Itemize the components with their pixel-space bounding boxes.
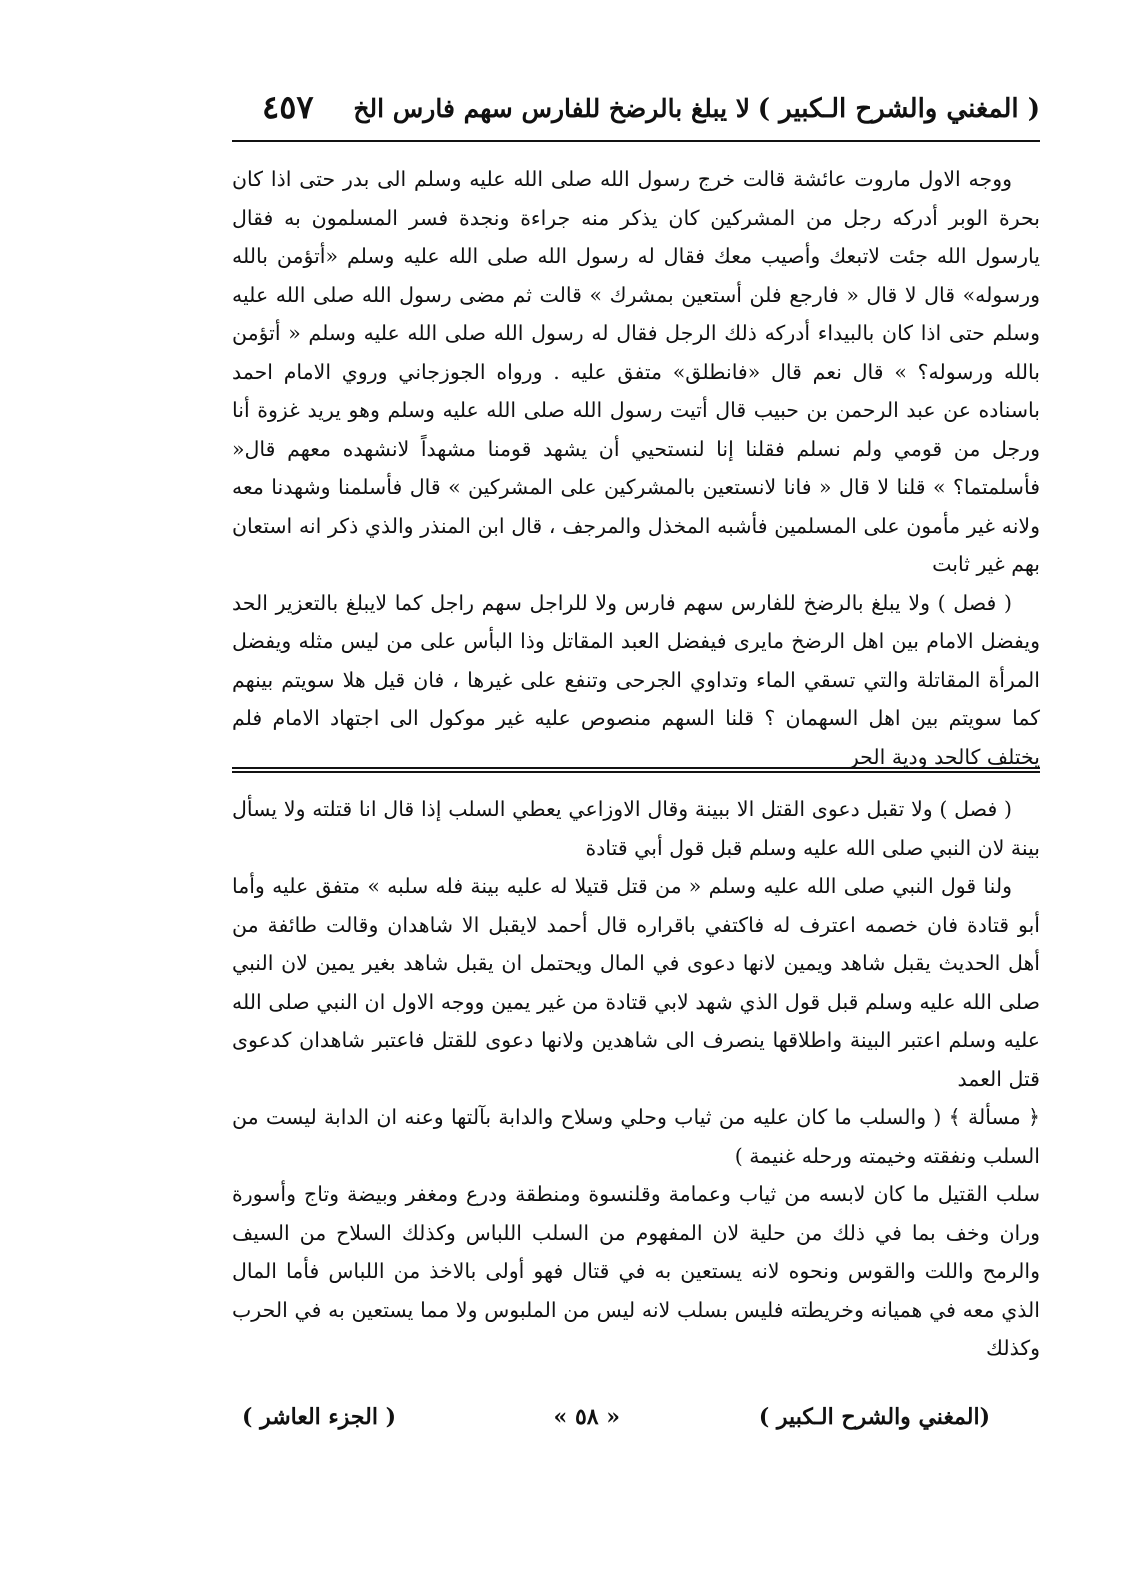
- commentary-paragraph: ( فصل ) ولا تقبل دعوى القتل الا ببينة وقال الاوزاعي يعطي السلب إذا قال انا قتلته ولا يسأل بينة لان النبي صلى الله عليه وسلم قبل قول أبي قتادة: [232, 797, 1040, 860]
- header-page-number: ٤٥٧: [262, 88, 314, 126]
- book-page: [232, 84, 1040, 1464]
- footer-book-title: (المغني والشرح الـكبير ): [758, 1404, 990, 1430]
- commentary-paragraph: ولنا قول النبي صلى الله عليه وسلم « من قتل قتيلا له عليه بينة فله سلبه » متفق عليه وأما أبو قتادة فان خصمه اعترف له فاكتفي باقراره قال أحمد لايقبل الا شاهدان وقالت طائفة من أهل الحديث يقبل شاهد ويمين لانها دعوى في المال ويحتمل ان يقبل شاهد بغير يمين لان النبي صلى الله عليه وسلم قبل قول الذي شهد لابي قتادة من غير يمين ووجه الاول ان النبي صلى الله عليه وسلم اعتبر البينة واطلاقها ينصرف الى شاهدين ولانها دعوى للقتل فاعتبر شاهدان كدعوى قتل العمد: [232, 874, 1040, 1091]
- page-footer: [232, 1404, 1040, 1444]
- header-chapter-title: لا يبلغ بالرضخ للفارس سهم فارس الخ: [353, 94, 750, 123]
- commentary-paragraph: ﴿ مسألة ﴾ ( والسلب ما كان عليه من ثياب وحلي وسلاح والدابة بآلتها وعنه ان الدابة ليست من السلب ونفقته وخيمته ورحله غنيمة ): [232, 1105, 1040, 1168]
- main-paragraph: ووجه الاول ماروت عائشة قالت خرج رسول الله صلى الله عليه وسلم الى بدر حتى اذا كان بحرة الوبر أدركه رجل من المشركين كان يذكر منه جراءة ونجدة فسر المسلمون به فقال يارسول الله جئت لاتبعك وأصيب معك فقال له رسول الله صلى الله عليه وسلم «أتؤمن بالله ورسوله» قال لا قال « فارجع فلن أستعين بمشرك » قالت ثم مضى رسول الله صلى الله عليه وسلم حتى اذا كان بالبيداء أدركه ذلك الرجل فقال له رسول الله صلى الله عليه وسلم « أتؤمن بالله ورسوله؟ » قال نعم قال «فانطلق» متفق عليه . ورواه الجوزجاني وروي الامام احمد باسناده عن عبد الرحمن بن حبيب قال أتيت رسول الله صلى الله عليه وسلم وهو يريد غزوة أنا ورجل من قومي ولم نسلم فقلنا إنا لنستحيي أن يشهد قومنا مشهداً لانشهده معهم قال« فأسلمتما؟ » قلنا لا قال « فانا لانستعين بالمشركين على المشركين » قال فأسلمنا وشهدنا معه ولانه غير مأمون على المسلمين فأشبه المخذل والمرجف ، قال ابن المنذر والذي ذكر انه استعان بهم غير ثابت: [232, 167, 1040, 576]
- footer-volume: ( الجزء العاشر ): [242, 1404, 396, 1430]
- main-paragraph: ( فصل ) ولا يبلغ بالرضخ للفارس سهم فارس ولا للراجل سهم راجل كما لايبلغ بالتعزير الحد ويفضل الامام بين اهل الرضخ مايرى فيفضل العبد المقاتل وذا البأس على من ليس مثله ويفضل المرأة المقاتلة والتي تسقي الماء وتداوي الجرحى وتنفع على غيرها ، فان قيل هلا سويتم بينهم كما سويتم بين اهل السهمان ؟ قلنا السهم منصوص عليه غير موكول الى اجتهاد الامام فلم يختلف كالحد ودية الحر: [232, 590, 1040, 769]
- header-book-title: ( المغني والشرح الـكبير ): [757, 94, 1040, 124]
- commentary-paragraph: سلب القتيل ما كان لابسه من ثياب وعمامة وقلنسوة ومنطقة ودرع ومغفر وبيضة وتاج وأسورة وران وخف بما في ذلك من حلية لان المفهوم من السلب اللباس وكذلك السلاح من السيف والرمح واللت والقوس ونحوه لانه يستعين به في قتال فهو أولى بالاخذ من اللباس فأما المال الذي معه في هميانه وخريطته فليس بسلب لانه ليس من الملبوس ولا مما يستعين به في الحرب وكذلك: [232, 1182, 1040, 1360]
- commentary-text: [232, 790, 1040, 1368]
- section-divider: [232, 767, 1040, 773]
- footer-page-number: « ٥٨ »: [553, 1404, 620, 1430]
- header-rule: [232, 140, 1040, 142]
- running-header: [232, 84, 1040, 138]
- main-text: [232, 160, 1040, 776]
